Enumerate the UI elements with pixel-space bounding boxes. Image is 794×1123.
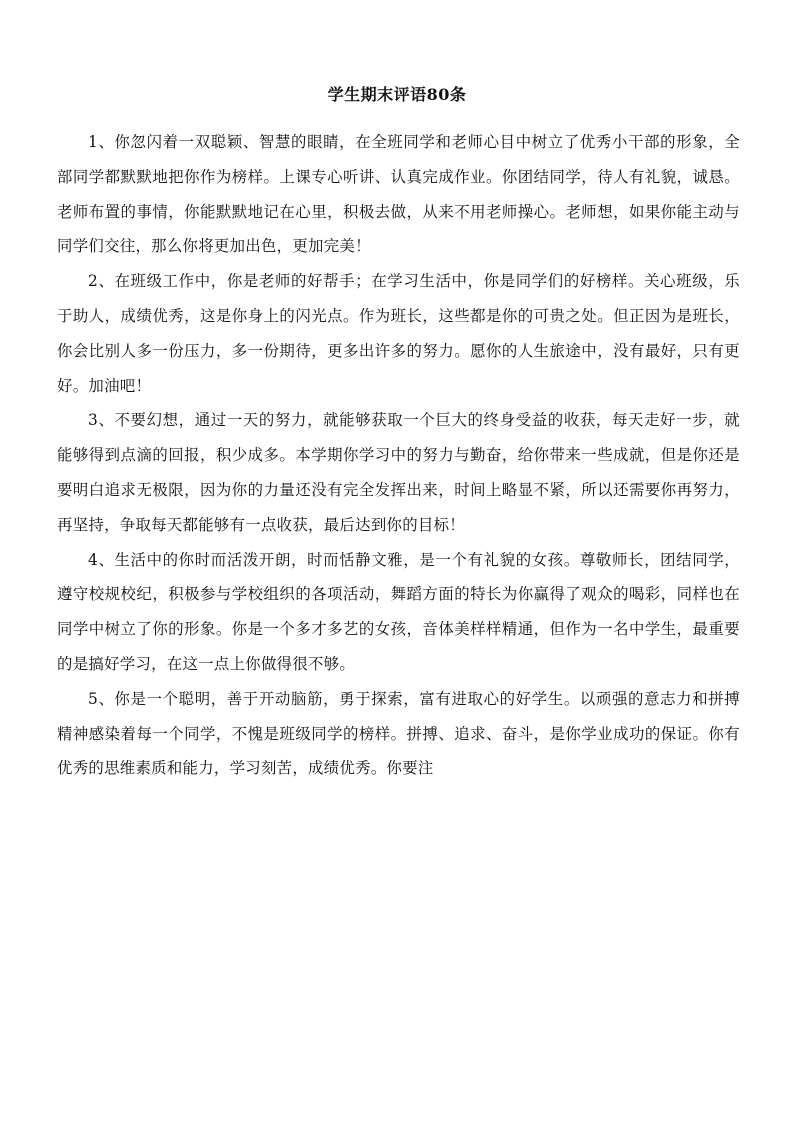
comment-paragraph-3: 3、不要幻想，通过一天的努力，就能够获取一个巨大的终身受益的收获，每天走好一步，就能够得到点滴的回报，积少成多。本学期你学习中的努力与勤奋，给你带来一些成就，但是你还是要明白追求无极限，因为你的力量还没有完全发挥出来，时间上略显不紧，所以还需要你再努力，再坚持，争取每天都能够有一点收获，最后达到你的目标！ [57,411,740,534]
comment-paragraph-4: 4、生活中的你时而活泼开朗，时而恬静文雅，是一个有礼貌的女孩。尊敬师长，团结同学，遵守校规校纪，积极参与学校组织的各项活动，舞蹈方面的特长为你赢得了观众的喝彩，同样也在同学中树立了你的形象。你是一个多才多艺的女孩，音体美样样精通，但作为一名中学生，最重要的是搞好学习，在这一点上你做得很不够。 [57,550,740,673]
comment-paragraph-2: 2、在班级工作中，你是老师的好帮手；在学习生活中，你是同学们的好榜样。关心班级，乐于助人，成绩优秀，这是你身上的闪光点。作为班长，这些都是你的可贵之处。但正因为是班长，你会比别人多一份压力，多一份期待，更多出许多的努力。愿你的人生旅途中，没有最好，只有更好。加油吧！ [57,272,740,395]
page-title: 学生期末评语80条 [327,85,467,104]
comment-paragraph-5: 5、你是一个聪明，善于开动脑筋，勇于探索，富有进取心的好学生。以顽强的意志力和拼搏精神感染着每一个同学，不愧是班级同学的榜样。拼搏、追求、奋斗，是你学业成功的保证。你有优秀的思维素质和能力，学习刻苦，成绩优秀。你要注 [57,689,740,778]
document-body [57,125,740,786]
comment-paragraph-1: 1、你忽闪着一双聪颖、智慧的眼睛，在全班同学和老师心目中树立了优秀小干部的形象，全部同学都默默地把你作为榜样。上课专心听讲、认真完成作业。你团结同学，待人有礼貌，诚恳。老师布置的事情，你能默默地记在心里，积极去做，从来不用老师操心。老师想，如果你能主动与同学们交往，那么你将更加出色，更加完美！ [57,133,740,256]
